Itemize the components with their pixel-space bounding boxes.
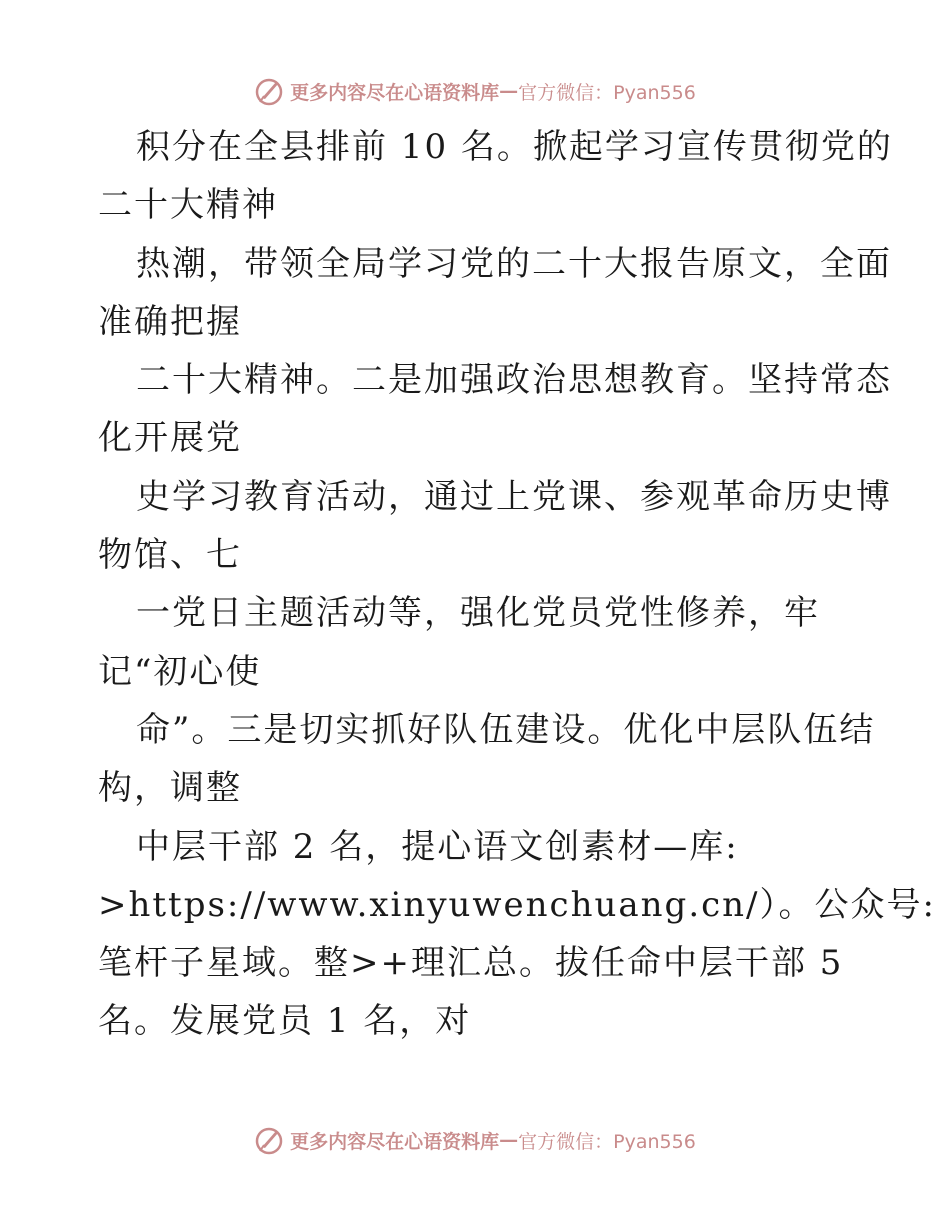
text-line: 名。发展党员 1 名，对	[98, 1001, 472, 1042]
footer-watermark	[0, 1120, 950, 1160]
text-line: 积分在全县排前 10 名。掀起学习宣传贯彻党的	[136, 127, 893, 167]
watermark-main-text: 更多内容尽在心语资料库	[290, 1130, 500, 1153]
watermark-wechat-text: 官方微信：Pyan556	[518, 81, 696, 104]
text-line: 热潮，带领全局学习党的二十大报告原文，全面	[136, 243, 892, 284]
text-line: 一党日主题活动等，强化党员党性修养，牢	[136, 593, 820, 634]
watermark-wechat-text: 官方微信：Pyan556	[518, 1130, 696, 1153]
text-line: 构，调整	[98, 768, 242, 809]
text-line: 命”。三是切实抓好队伍建设。优化中层队伍结	[136, 709, 876, 750]
watermark-main-text: 更多内容尽在心语资料库	[290, 81, 500, 104]
text-line: 化开展党	[98, 418, 242, 459]
text-line: >https://www.xinyuwenchuang.cn/）。公众号:	[98, 884, 936, 925]
text-line: 二十大精神。二是加强政治思想教育。坚持常态	[136, 360, 892, 401]
quill-pen-logo-icon	[254, 76, 284, 106]
watermark-dash: —	[499, 80, 519, 102]
text-line: 物馆、七	[98, 535, 242, 576]
quill-pen-logo-icon	[254, 1125, 284, 1155]
document-body	[98, 118, 936, 1051]
watermark-dash: —	[499, 1129, 519, 1151]
text-line: 笔杆子星域。整>+理汇总。拔任命中层干部 5	[98, 943, 844, 984]
text-line: 二十大精神	[98, 185, 278, 226]
text-line: 记“初心使	[98, 651, 262, 692]
text-line: 史学习教育活动，通过上党课、参观革命历史博	[136, 476, 892, 517]
text-line: 中层干部 2 名，提心语文创素材—库:	[136, 826, 739, 867]
text-line: 准确把握	[98, 301, 242, 342]
header-watermark	[0, 71, 950, 111]
